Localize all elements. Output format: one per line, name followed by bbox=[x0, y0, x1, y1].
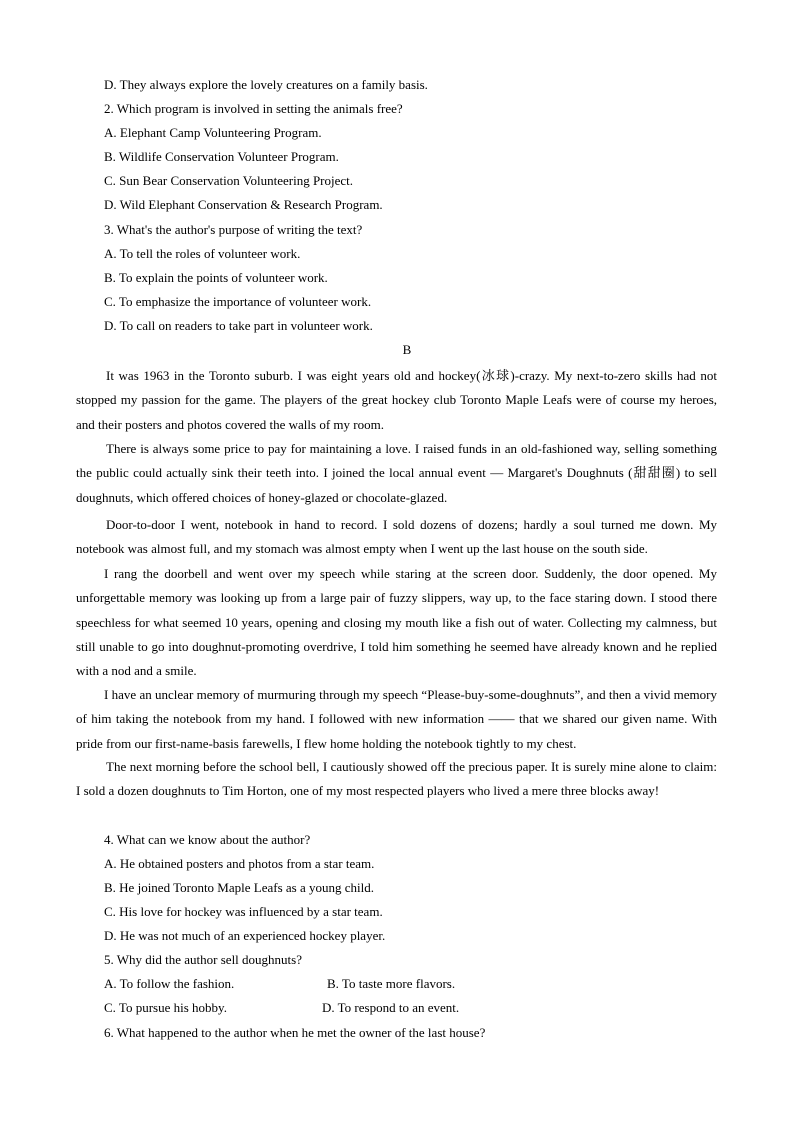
passage-paragraph-6: The next morning before the school bell, I cautiously showed off the precious paper. It is surely mine alone to claim: I sold a dozen doughnuts to Tim Horton, one of my most respected players who lived a mere three blocks away! bbox=[76, 759, 717, 799]
q4-option-a: A. He obtained posters and photos from a star team. bbox=[104, 856, 375, 871]
q3-option-d: D. To call on readers to take part in volunteer work. bbox=[104, 318, 373, 333]
passage-paragraph-3: Door-to-door I went, notebook in hand to record. I sold dozens of dozens; hardly a soul turned me down. My notebook was almost full, and my stomach was almost empty when I went up the last house on the south side. bbox=[76, 517, 717, 557]
passage-paragraph-5: I have an unclear memory of murmuring through my speech “Please-buy-some-doughnuts”, and then a vivid memory of him taking the notebook from my hand. I followed with new information —— that we shared our given name. With pride from our first-name-basis farewells, I flew home holding the notebook tightly to my chest. bbox=[76, 687, 717, 751]
q4-question: 4. What can we know about the author? bbox=[104, 832, 311, 847]
q1-option-d: D. They always explore the lovely creatures on a family basis. bbox=[104, 77, 428, 92]
q2-option-d: D. Wild Elephant Conservation & Research Program. bbox=[104, 197, 383, 212]
q5-option-c: C. To pursue his hobby. bbox=[104, 1000, 227, 1015]
q3-option-c: C. To emphasize the importance of volunteer work. bbox=[104, 294, 372, 309]
q5-option-d: D. To respond to an event. bbox=[322, 1000, 460, 1015]
q4-option-d: D. He was not much of an experienced hockey player. bbox=[104, 928, 386, 943]
q4-option-b: B. He joined Toronto Maple Leafs as a young child. bbox=[104, 880, 374, 895]
q5-option-a: A. To follow the fashion. bbox=[104, 976, 235, 991]
q2-option-b: B. Wildlife Conservation Volunteer Program. bbox=[104, 149, 339, 164]
q2-option-a: A. Elephant Camp Volunteering Program. bbox=[104, 125, 322, 140]
passage-heading: B bbox=[402, 342, 412, 357]
passage-paragraph-2: There is always some price to pay for maintaining a love. I raised funds in an old-fashioned way, selling something the public could actually sink their teeth into. I joined the local annual event — Margaret's Doughnuts (甜甜圈) to sell doughnuts, which offered choices of honey-glazed or chocolate-glazed. bbox=[76, 441, 717, 505]
q3-option-a: A. To tell the roles of volunteer work. bbox=[104, 246, 301, 261]
q5-question: 5. Why did the author sell doughnuts? bbox=[104, 952, 302, 967]
q5-option-b: B. To taste more flavors. bbox=[327, 976, 456, 991]
q6-question: 6. What happened to the author when he met the owner of the last house? bbox=[104, 1025, 486, 1040]
passage-paragraph-4: I rang the doorbell and went over my speech while staring at the screen door. Suddenly, the door opened. My unforgettable memory was looking up from a large pair of fuzzy slippers, way up, to the face staring down. I stood there speechless for what seemed 10 years, opening and closing my mouth like a fish out of water. Collecting my calmness, but still unable to go into doughnut-promoting overdrive, I told him something he seemed have already known and he replied with a nod and a smile. bbox=[76, 566, 717, 679]
q4-option-c: C. His love for hockey was influenced by a star team. bbox=[104, 904, 383, 919]
q2-question: 2. Which program is involved in setting the animals free? bbox=[104, 101, 403, 116]
passage-paragraph-1: It was 1963 in the Toronto suburb. I was eight years old and hockey(冰球)-crazy. My next-to-zero skills had not stopped my passion for the game. The players of the great hockey club Toronto Maple Leafs were of course my heroes, and their posters and photos covered the walls of my room. bbox=[76, 368, 717, 432]
q3-question: 3. What's the author's purpose of writing the text? bbox=[104, 222, 363, 237]
q3-option-b: B. To explain the points of volunteer work. bbox=[104, 270, 328, 285]
q2-option-c: C. Sun Bear Conservation Volunteering Project. bbox=[104, 173, 354, 188]
